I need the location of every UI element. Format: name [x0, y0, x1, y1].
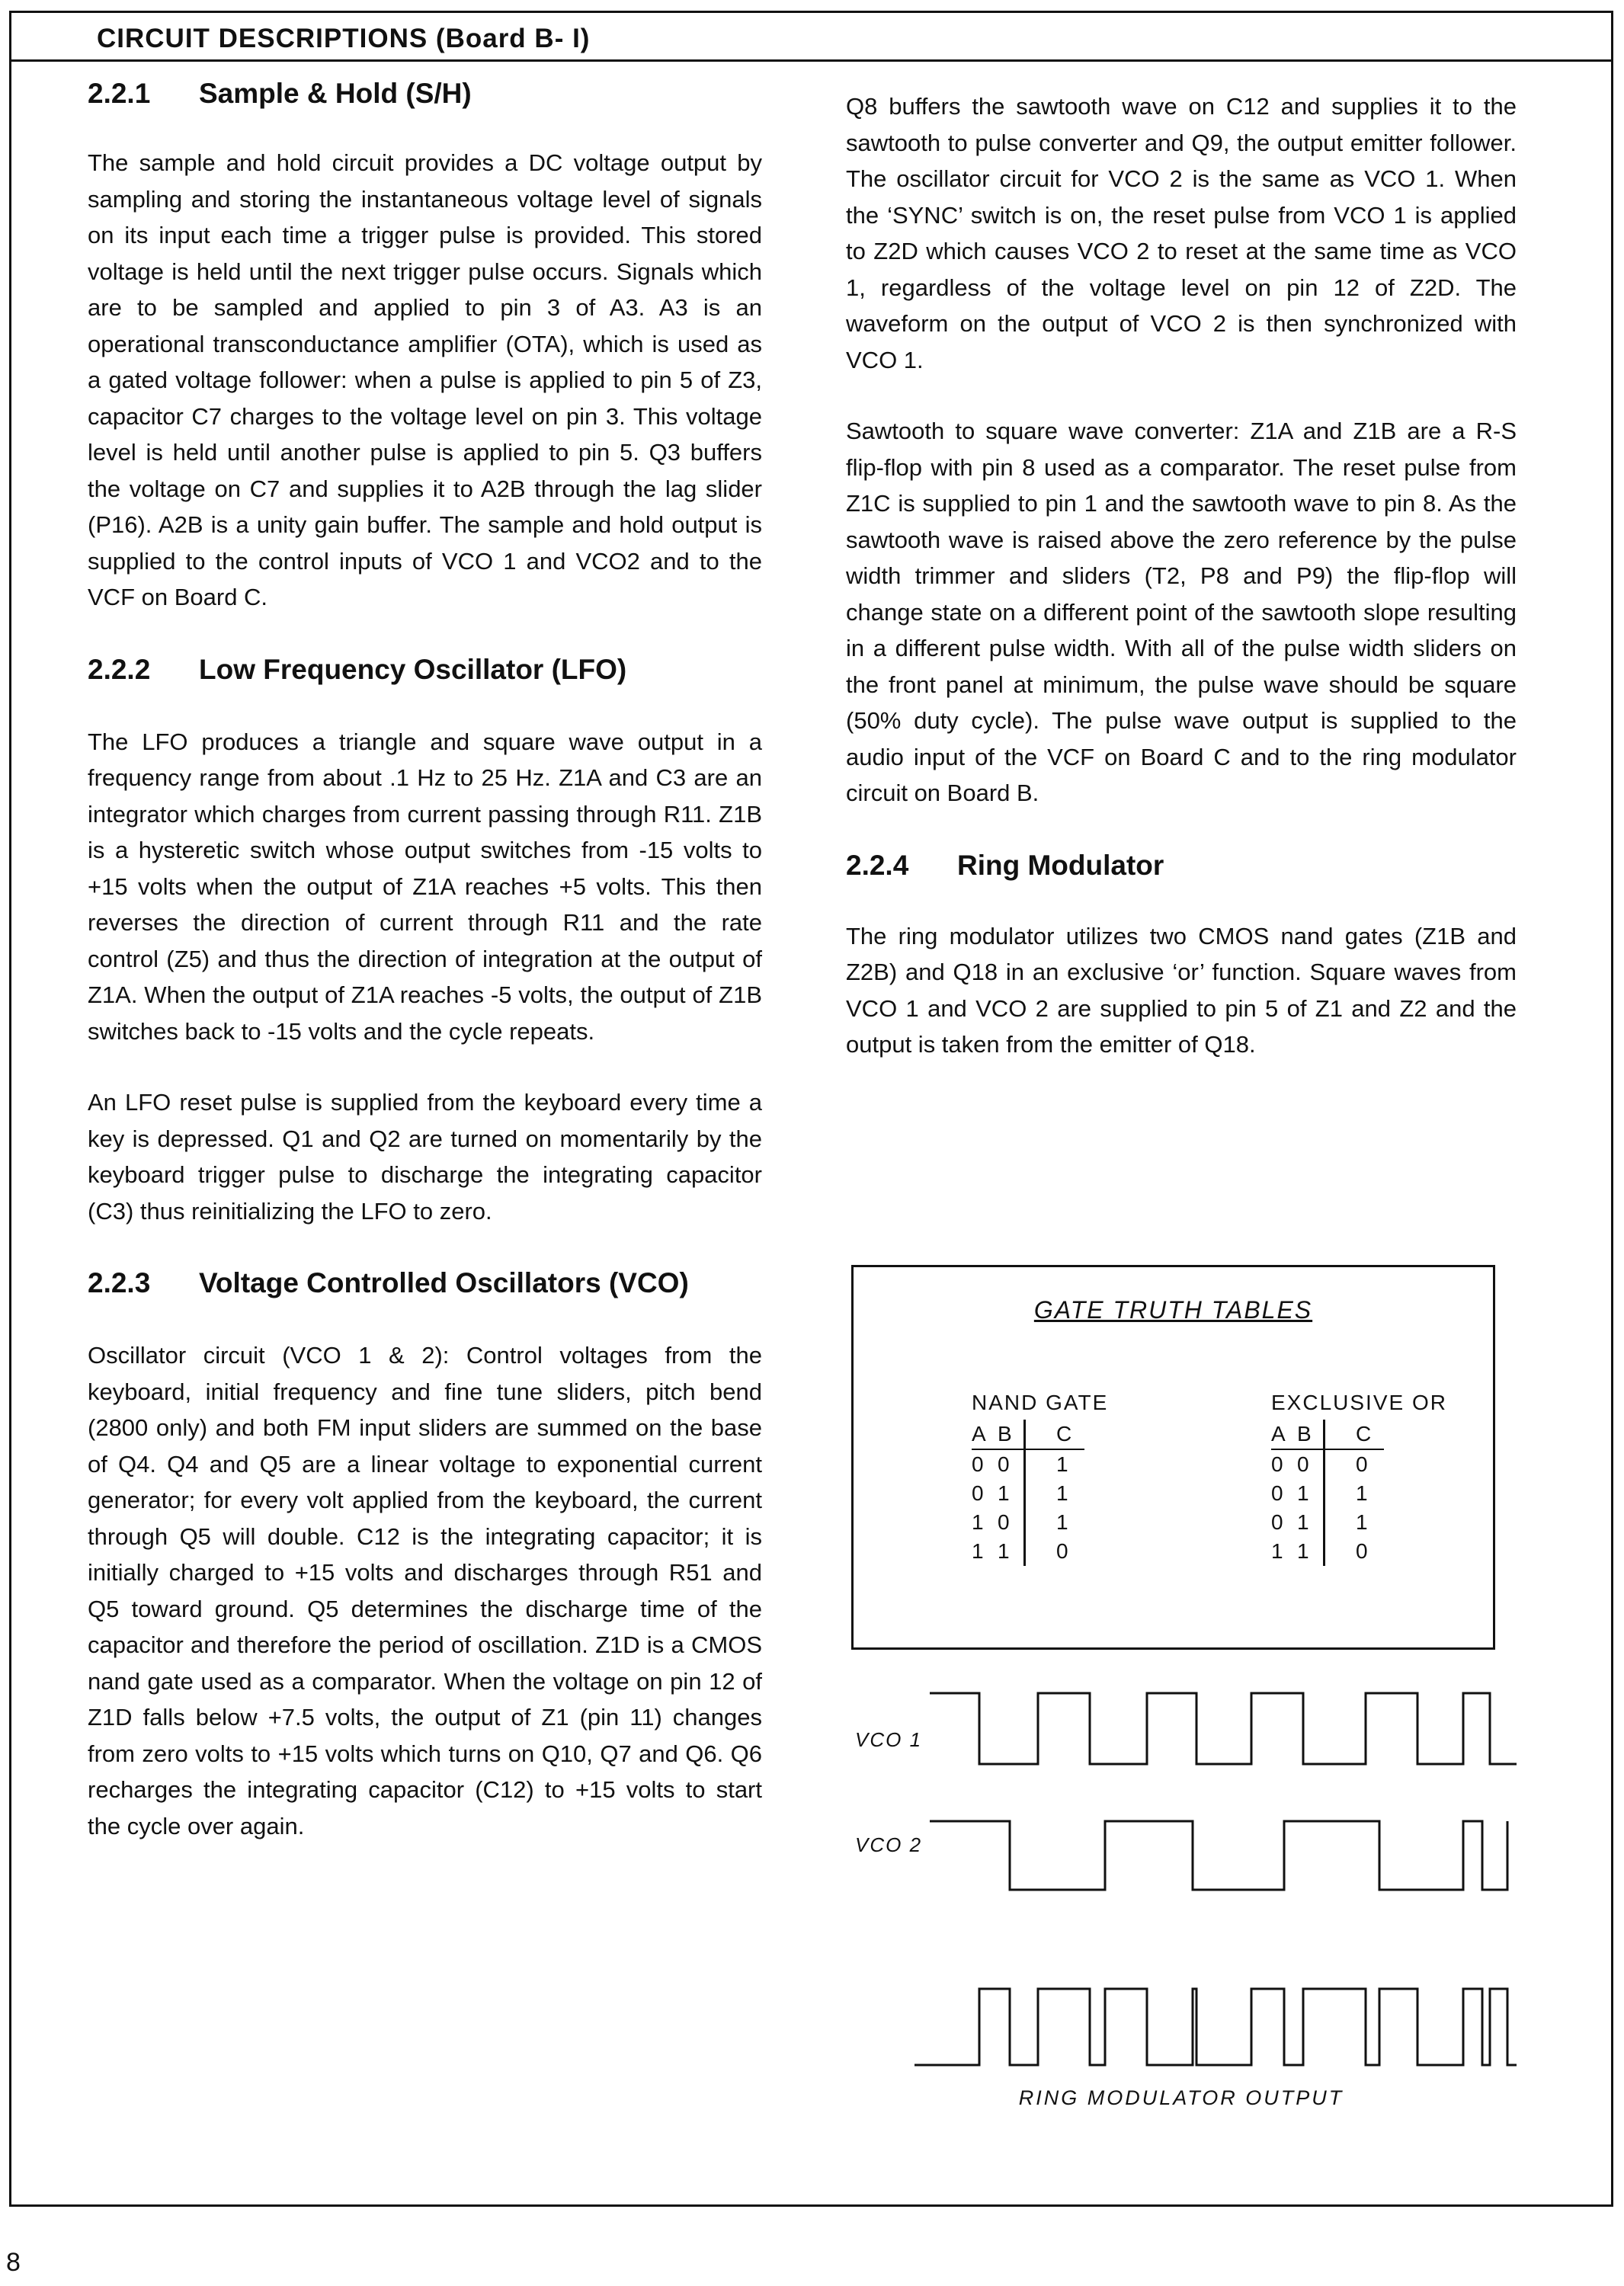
- table-header: B: [1297, 1420, 1323, 1450]
- waveform-diagram: [846, 1676, 1517, 2149]
- table-cell: 1: [1271, 1539, 1285, 1563]
- table-header: B: [998, 1420, 1023, 1450]
- table-header: A: [972, 1420, 998, 1450]
- section-title: Ring Modulator: [957, 849, 1164, 881]
- table-cell: 1: [1297, 1481, 1311, 1505]
- table-header: A: [1271, 1420, 1297, 1450]
- section-number: 2.2.3: [88, 1267, 151, 1298]
- table-header: C: [1323, 1420, 1384, 1450]
- table-cell: 1: [998, 1481, 1011, 1505]
- vco-continued-paragraph: Q8 buffers the sawtooth wave on C12 and supplies it to the sawtooth to pulse converter and Q9, the output emitter follower. The oscillator circuit for VCO 2 is the same as VCO 1. When the ‘SYNC’ switch is on, the reset pulse from VCO 1 is applied to Z2D which causes VCO 2 to reset at the same time as VCO 1, regardless of the voltage level on pin 12 of Z2D. The waveform on the output of VCO 2 is then synchronized with VCO 1.: [846, 93, 1517, 373]
- table-cell: 0: [998, 1510, 1011, 1534]
- sample-hold-paragraph: The sample and hold circuit provides a DC voltage output by sampling and storing the instantaneous voltage level of signals on its input each time a trigger pulse is provided. This stored voltage is held until the next trigger pulse occurs. Signals which are to be sampled and applied to pin 3 of A3. A3 is an operational transconductance amplifier (OTA), which is used as a gated voltage follower: when a pulse is applied to pin 5 of Z3, capacitor C7 charges to the voltage level on pin 3. This voltage level is held until another pulse is applied to pin 5. Q3 buffers the voltage on C7 and supplies it to A2B through the lag slider (P16). A2B is a unity gain buffer. The sample and hold output is supplied to the control inputs of VCO 1 and VCO2 and to the VCF on Board C.: [88, 149, 762, 610]
- left-column: [88, 75, 762, 1844]
- table-cell: 0: [998, 1452, 1011, 1476]
- table-cell: 1: [1023, 1450, 1084, 1479]
- truth-tables-title: GATE TRUTH TABLES: [1033, 1296, 1313, 1324]
- table-cell: 0: [972, 1452, 985, 1476]
- vco2-label: VCO 2: [855, 1833, 923, 1856]
- vco1-waveform: [930, 1693, 1517, 1764]
- section-number: 2.2.2: [88, 653, 151, 685]
- ring-modulator-paragraph: The ring modulator utilizes two CMOS nand gates (Z1B and Z2B) and Q18 in an exclusive ‘or’ function. Square waves from VCO 1 and VCO 2 are supplied to pin 5 of Z1 and Z2 and the output is taken from the emitter of Q18.: [846, 922, 1517, 1058]
- section-heading-2-2-2: [88, 651, 762, 689]
- table-cell: 0: [1323, 1450, 1384, 1479]
- lfo-paragraph-2: An LFO reset pulse is supplied from the keyboard every time a key is depressed. Q1 and Q2 are turned on momentarily by the keyboard trigger pulse to discharge the integrating capacitor (C3) thus reinitializing the LFO to zero.: [88, 1089, 762, 1225]
- vco1-label: VCO 1: [855, 1728, 923, 1751]
- vco-paragraph: Oscillator circuit (VCO 1 & 2): Control voltages from the keyboard, initial frequency and fine tune sliders, pitch bend (2800 only) and both FM input sliders are summed on the base of Q4. Q4 and Q5 are a linear voltage to exponential current generator; for every volt applied from the keyboard, the current through Q5 will double. C12 is the integrating capacitor; it is initially charged to +15 volts and discharges through R51 and Q5 toward ground. Q5 determines the discharge time of the capacitor and therefore the period of oscillation. Z1D is a CMOS nand gate used as a comparator. When the voltage on pin 12 of Z1D falls below +7.5 volts, the output of Z1 (pin 11) changes from zero volts to +15 volts which turns on Q10, Q7 and Q6. Q6 recharges the integrating capacitor (C12) to +15 volts to start the cycle over again.: [88, 1342, 762, 1839]
- header-bar: [11, 13, 1611, 62]
- table-cell: 1: [972, 1510, 985, 1534]
- table-cell: 0: [1323, 1537, 1384, 1566]
- sawtooth-converter-paragraph: Sawtooth to square wave converter: Z1A and Z1B are a R-S flip-flop with pin 8 used as a comparator. The reset pulse from Z1C is supplied to pin 1 and the sawtooth wave to pin 8. As the sawtooth wave is raised above the zero reference by the pulse width trimmer and sliders (T2, P8 and P9) the flip-flop will change state on a different point of the sawtooth slope resulting in a different pulse width. With all of the pulse width sliders on the front panel at minimum, the pulse wave should be square (50% duty cycle). The pulse wave output is supplied to the audio input of the VCF on Board C and to the ring modulator circuit on Board B.: [846, 418, 1517, 806]
- waveform-svg: [846, 1676, 1517, 2149]
- table-cell: 0: [1271, 1510, 1285, 1534]
- table-cell: 1: [998, 1539, 1011, 1563]
- section-heading-2-2-4: [846, 847, 1517, 885]
- xor-table-grid: [1271, 1420, 1447, 1566]
- page-number: 8: [6, 2248, 21, 2277]
- table-cell: 1: [1323, 1508, 1384, 1537]
- vco2-waveform: [930, 1821, 1507, 1890]
- section-heading-2-2-1: [88, 75, 762, 113]
- table-cell: 1: [1323, 1479, 1384, 1508]
- right-column: [846, 88, 1517, 1063]
- lfo-paragraph-1: The LFO produces a triangle and square wave output in a frequency range from about .1 Hz to 25 Hz. Z1A and C3 are an integrator which charges from current passing through R11. Z1B is a hysteretic switch whose output switches from -15 volts to +15 volts when the output of Z1A reaches +5 volts. This then reverses the direction of current through R11 and the rate control (Z5) and thus the direction of integration at the output of Z1A. When the output of Z1A reaches -5 volts, the output of Z1B switches back to -15 volts and the cycle repeats.: [88, 728, 762, 1045]
- ring-modulator-output-label: RING MODULATOR OUTPUT: [1018, 2086, 1344, 2109]
- table-cell: 1: [1297, 1539, 1311, 1563]
- nand-table-name: NAND GATE: [972, 1391, 1109, 1414]
- section-number: 2.2.1: [88, 78, 151, 109]
- table-header: C: [1023, 1420, 1084, 1450]
- section-title: Low Frequency Oscillator (LFO): [199, 653, 627, 685]
- nand-table-grid: [972, 1420, 1108, 1566]
- table-cell: 0: [1271, 1452, 1285, 1476]
- gate-truth-tables-box: [851, 1265, 1495, 1650]
- table-cell: 0: [1023, 1537, 1084, 1566]
- table-cell: 0: [1297, 1452, 1311, 1476]
- ring-modulator-waveform: [915, 1989, 1517, 2065]
- page-title: CIRCUIT DESCRIPTIONS (Board B- I): [97, 24, 591, 53]
- table-cell: 1: [1297, 1510, 1311, 1534]
- table-cell: 0: [972, 1481, 985, 1505]
- section-title: Voltage Controlled Oscillators (VCO): [199, 1267, 689, 1298]
- table-cell: 1: [1023, 1508, 1084, 1537]
- xor-table-name: EXCLUSIVE OR: [1271, 1391, 1447, 1414]
- xor-truth-table: [1271, 1391, 1447, 1566]
- table-cell: 1: [972, 1539, 985, 1563]
- section-title: Sample & Hold (S/H): [199, 78, 472, 109]
- table-cell: 1: [1023, 1479, 1084, 1508]
- section-heading-2-2-3: [88, 1264, 762, 1302]
- nand-truth-table: [972, 1391, 1108, 1566]
- table-cell: 0: [1271, 1481, 1285, 1505]
- section-number: 2.2.4: [846, 849, 909, 881]
